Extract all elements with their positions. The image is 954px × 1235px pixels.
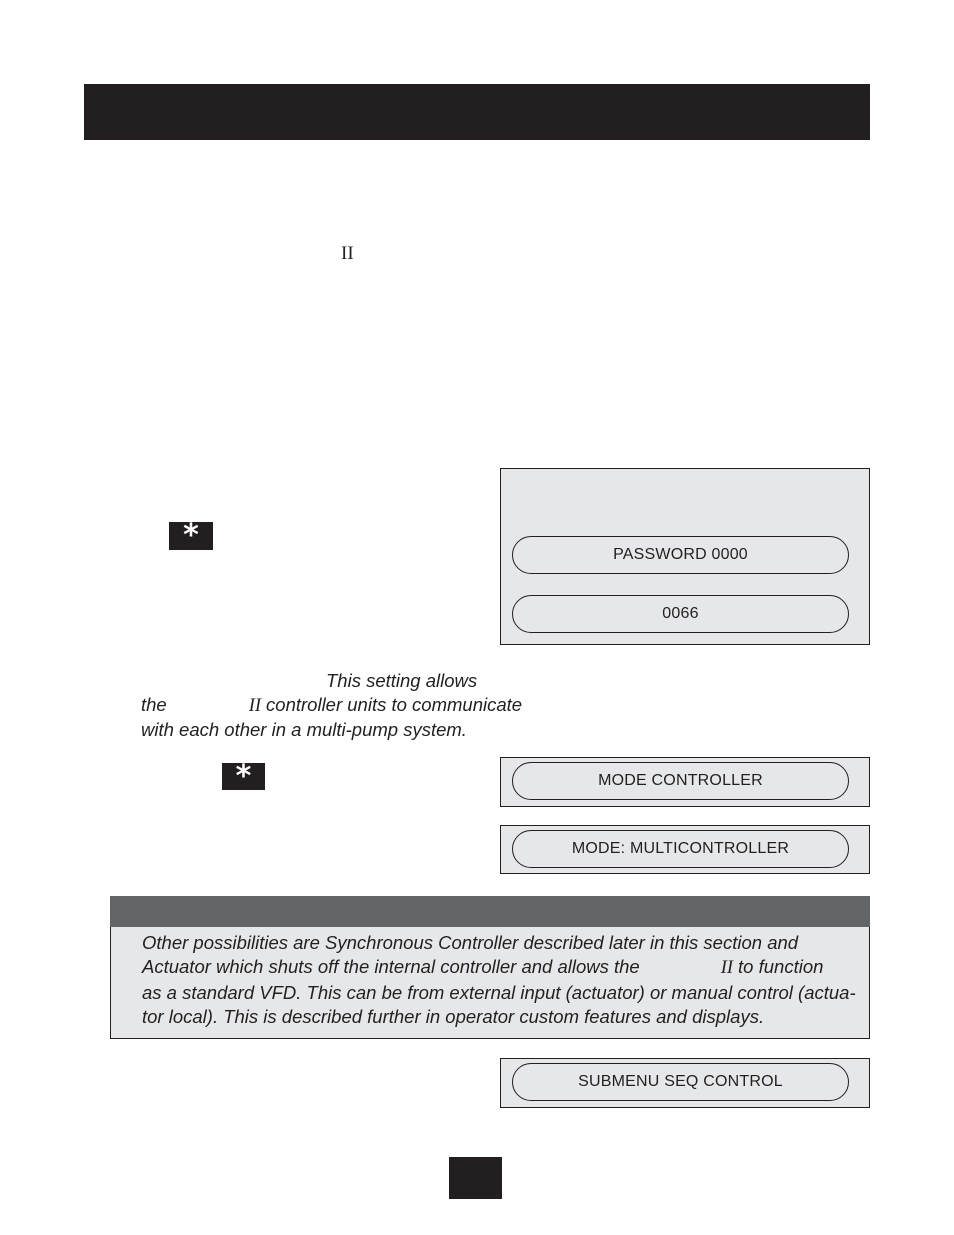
mode-description-prefix: the: [141, 694, 167, 715]
lcd-line-password-value: 0066: [512, 595, 849, 633]
note-line-2-suffix: to function: [738, 956, 824, 978]
note-line-3: as a standard VFD. This can be from external input (actuator) or manual control (actua-: [142, 981, 856, 1003]
note-line-4: tor local). This is described further in operator custom features and displays.: [142, 1005, 765, 1027]
note-line-2: [142, 955, 868, 980]
asterisk-key-symbol: *: [183, 518, 199, 553]
lcd-display-mode: [500, 757, 870, 807]
lcd-line-password: PASSWORD 0000: [512, 536, 849, 574]
mode-description-line-3: with each other in a multi-pump system.: [141, 719, 467, 740]
note-line-2-prefix: Actuator which shuts off the internal controller and allows the: [142, 956, 640, 978]
page-number-block: [449, 1157, 502, 1199]
mode-description-paragraph: [141, 669, 561, 742]
intro-roman-numeral: II: [341, 243, 354, 264]
lcd-line-mode-multicontroller: MODE: MULTICONTROLLER: [512, 830, 849, 868]
mode-description-line-1: This setting allows: [326, 670, 478, 691]
asterisk-key-icon: [169, 518, 213, 553]
note-line-2-roman: II: [720, 958, 734, 979]
note-header-bar: [110, 896, 870, 927]
mode-description-roman: II: [248, 696, 262, 716]
lcd-display-password: [500, 468, 870, 645]
mode-description-suffix: controller units to communicate: [266, 694, 523, 715]
page-header-bar: [84, 84, 870, 140]
note-text: [142, 931, 868, 1029]
lcd-display-submenu: [500, 1058, 870, 1108]
asterisk-key-symbol: *: [235, 758, 252, 794]
mode-description-line-2: [141, 693, 561, 718]
lcd-display-mode-value: [500, 825, 870, 874]
lcd-line-submenu-seq-control: SUBMENU SEQ CONTROL: [512, 1063, 849, 1101]
note-line-1: Other possibilities are Synchronous Controller described later in this section and: [142, 932, 799, 953]
lcd-line-mode-controller: MODE CONTROLLER: [512, 762, 849, 800]
asterisk-key-icon: [222, 758, 265, 794]
